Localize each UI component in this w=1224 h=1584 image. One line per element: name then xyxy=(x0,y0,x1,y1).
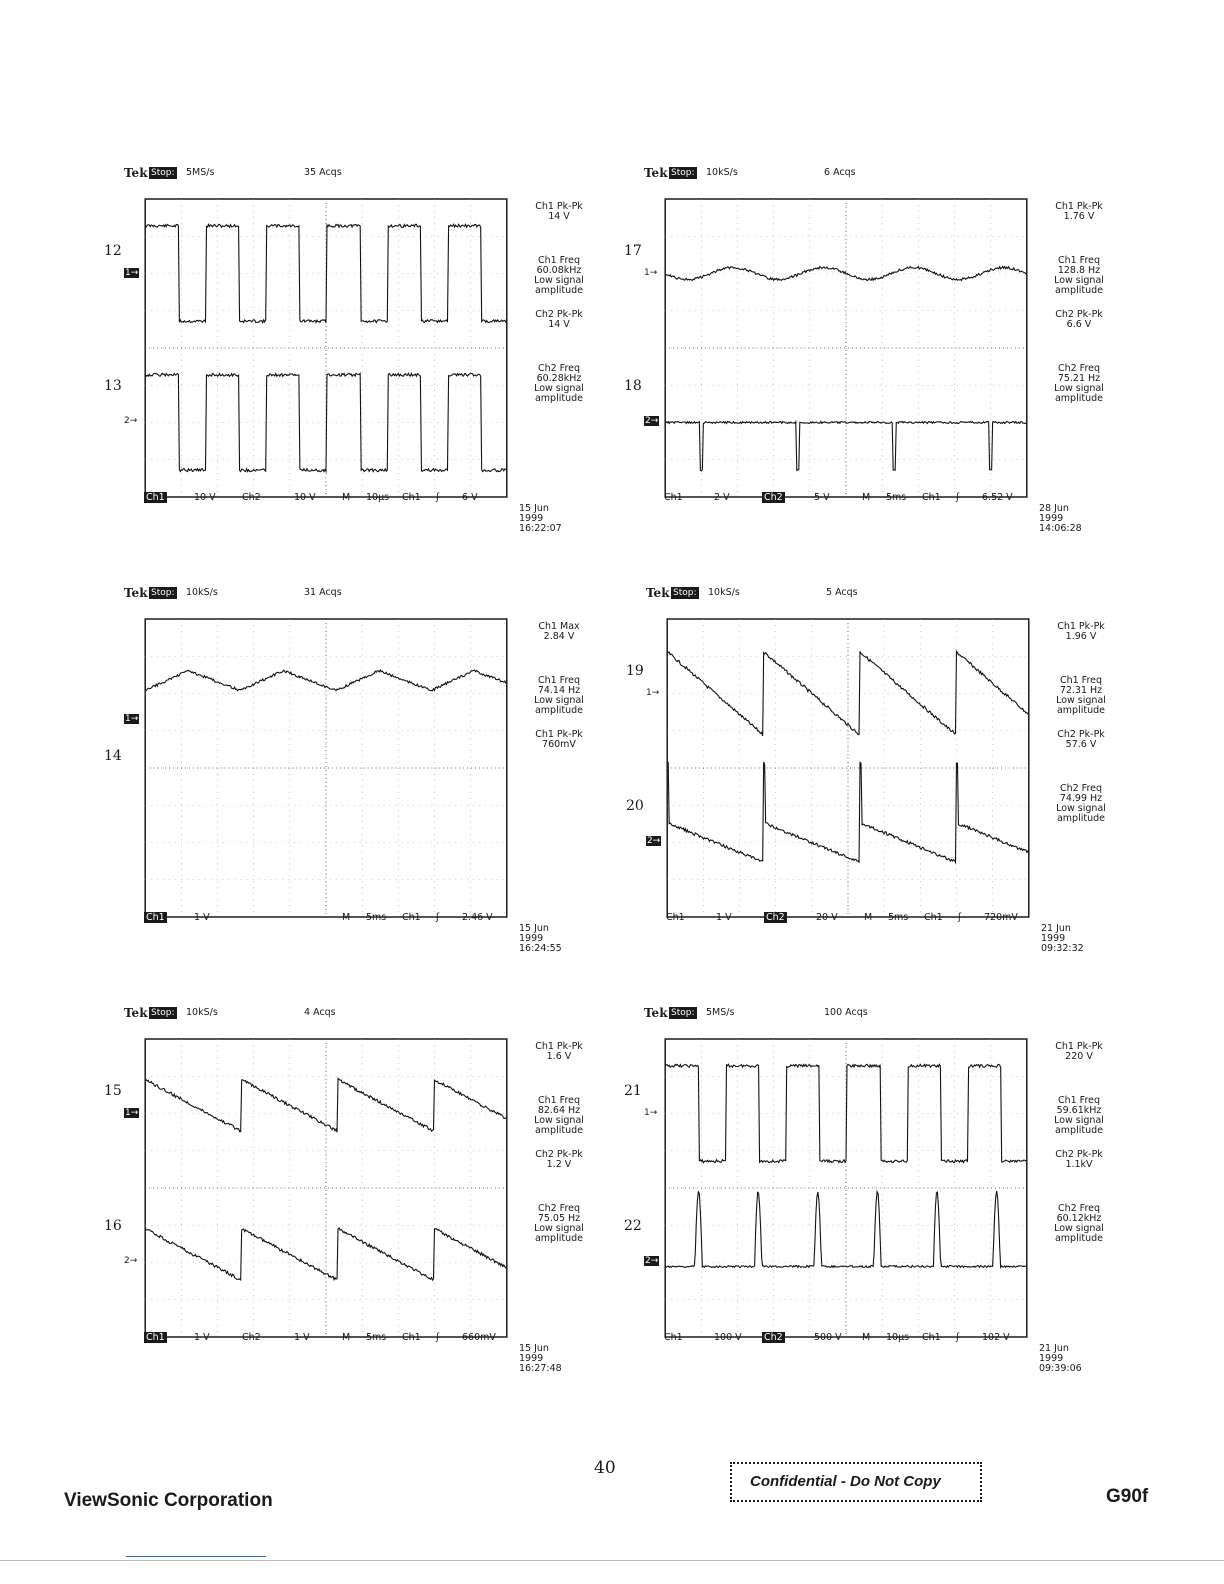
setting-item: 5ms xyxy=(888,912,909,923)
measurement-line: Ch2 Freq xyxy=(537,363,581,374)
stop-badge: Stop: xyxy=(151,1008,175,1018)
measurement-line: Low signal xyxy=(1056,803,1106,814)
sample-rate: 10kS/s xyxy=(706,167,738,178)
setting-item: 10µs xyxy=(886,1332,910,1343)
setting-item: 660mV xyxy=(462,1332,496,1343)
ch1-marker: 1→ xyxy=(644,1108,658,1118)
setting-item: M xyxy=(862,1332,871,1343)
time-text: 16:22:07 xyxy=(519,523,562,534)
measurement-line: amplitude xyxy=(1054,285,1103,296)
setting-item: Ch1 xyxy=(146,912,165,923)
measurement-line: Ch2 Pk-Pk xyxy=(1055,1149,1103,1160)
measurement-line: Ch1 Pk-Pk xyxy=(535,1041,583,1052)
figure-number: 20 xyxy=(626,798,644,814)
measurement-line: amplitude xyxy=(1056,705,1105,716)
confidential-box xyxy=(730,1462,982,1502)
setting-item: Ch2 xyxy=(766,912,785,923)
stop-badge: Stop: xyxy=(671,168,695,178)
scope-graticule xyxy=(144,198,508,498)
measurement-line: Ch2 Pk-Pk xyxy=(1057,729,1105,740)
setting-item: Ch1 xyxy=(924,912,943,923)
measurements xyxy=(1041,622,1121,922)
setting-item: Ch2 xyxy=(764,1332,783,1343)
measurement-line: Low signal xyxy=(534,1223,584,1234)
scope-settings xyxy=(144,492,508,506)
time-text: 14:06:28 xyxy=(1039,523,1082,534)
scope-settings xyxy=(144,912,508,926)
measurement-line: Ch1 Freq xyxy=(537,675,581,686)
measurement-line: 14 V xyxy=(548,319,570,330)
sample-rate: 10kS/s xyxy=(186,587,218,598)
stop-badge: Stop: xyxy=(671,1008,695,1018)
setting-item: Ch1 xyxy=(666,912,685,923)
time-text: 16:24:55 xyxy=(519,943,562,954)
measurements xyxy=(1039,1042,1119,1342)
setting-item: ʃ xyxy=(958,912,962,923)
setting-item: ʃ xyxy=(436,492,440,503)
figure-number: 18 xyxy=(624,378,642,394)
scope-header xyxy=(124,1006,524,1034)
measurement-line: Low signal xyxy=(534,383,584,394)
measurement-line: 75.05 Hz xyxy=(537,1213,581,1224)
measurement-line: amplitude xyxy=(534,1125,583,1136)
figure-number: 14 xyxy=(104,748,122,764)
figure-number: 21 xyxy=(624,1083,642,1099)
measurement-line: Low signal xyxy=(534,275,584,286)
setting-item: M xyxy=(342,912,351,923)
measurement-line: Low signal xyxy=(534,695,584,706)
setting-item: Ch1 xyxy=(922,492,941,503)
model-name: G90f xyxy=(1106,1486,1149,1507)
acquisitions: 35 Acqs xyxy=(304,167,342,178)
setting-item: Ch2 xyxy=(764,492,783,503)
setting-item: Ch2 xyxy=(242,492,261,503)
measurement-line: Ch1 Freq xyxy=(537,255,581,266)
sample-rate: 10kS/s xyxy=(708,587,740,598)
figure-number: 16 xyxy=(104,1218,122,1234)
setting-item: 10 V xyxy=(194,492,216,503)
setting-item: Ch1 xyxy=(402,1332,421,1343)
measurement-line: amplitude xyxy=(534,1233,583,1244)
tek-logo: Tek xyxy=(646,586,670,600)
setting-item: 1 V xyxy=(194,1332,210,1343)
setting-item: M xyxy=(342,1332,351,1343)
measurement-line: Ch2 Pk-Pk xyxy=(535,309,583,320)
measurement-line: 1.96 V xyxy=(1065,631,1097,642)
ch1-marker: 1→ xyxy=(125,1108,139,1118)
measurement-line: 75.21 Hz xyxy=(1057,373,1101,384)
date-text: 15 Jun 1999 xyxy=(519,1343,549,1364)
acquisitions: 4 Acqs xyxy=(304,1007,336,1018)
setting-item: 6.52 V xyxy=(982,492,1013,503)
setting-item: 5ms xyxy=(886,492,907,503)
setting-item: Ch1 xyxy=(664,1332,683,1343)
setting-item: M xyxy=(864,912,873,923)
time-text: 09:39:06 xyxy=(1039,1363,1082,1374)
capture-date xyxy=(1039,1344,1082,1374)
measurement-line: Ch2 Freq xyxy=(537,1203,581,1214)
measurement-line: Ch1 Freq xyxy=(1057,255,1101,266)
setting-item: 2.46 V xyxy=(462,912,493,923)
measurement-line: 74.14 Hz xyxy=(537,685,581,696)
ch2-marker: 2→ xyxy=(645,416,659,426)
measurements xyxy=(1039,202,1119,502)
setting-item: 2 V xyxy=(714,492,730,503)
setting-item: 100 V xyxy=(714,1332,742,1343)
acquisitions: 100 Acqs xyxy=(824,1007,868,1018)
scope-settings xyxy=(666,912,1030,926)
company-name: ViewSonic Corporation xyxy=(64,1490,273,1511)
measurement-line: Ch2 Freq xyxy=(1057,363,1101,374)
measurement-line: Low signal xyxy=(1054,383,1104,394)
setting-item: Ch1 xyxy=(146,1332,165,1343)
measurement-line: Low signal xyxy=(1056,695,1106,706)
setting-item: 1 V xyxy=(194,912,210,923)
measurement-line: amplitude xyxy=(534,705,583,716)
time-text: 09:32:32 xyxy=(1041,943,1084,954)
stop-badge: Stop: xyxy=(151,588,175,598)
measurement-line: 60.12kHz xyxy=(1056,1213,1102,1224)
setting-item: 10µs xyxy=(366,492,390,503)
measurement-line: 1.1kV xyxy=(1065,1159,1093,1170)
measurement-line: 128.8 Hz xyxy=(1057,265,1101,276)
measurement-line: 60.08kHz xyxy=(536,265,582,276)
measurement-line: 6.6 V xyxy=(1066,319,1092,330)
setting-item: Ch1 xyxy=(922,1332,941,1343)
capture-date xyxy=(1039,504,1082,534)
measurement-line: amplitude xyxy=(1054,1125,1103,1136)
scope-graticule xyxy=(664,198,1028,498)
ch1-marker: 1→ xyxy=(646,688,660,698)
measurement-line: Ch1 Freq xyxy=(1057,1095,1101,1106)
scope-header xyxy=(644,1006,1044,1034)
measurement-line: 57.6 V xyxy=(1065,739,1097,750)
stop-badge: Stop: xyxy=(151,168,175,178)
acquisitions: 6 Acqs xyxy=(824,167,856,178)
scope-header xyxy=(646,586,1046,614)
measurement-line: Low signal xyxy=(534,1115,584,1126)
scope-graticule xyxy=(144,1038,508,1338)
measurement-line: Ch2 Pk-Pk xyxy=(535,1149,583,1160)
measurement-line: 60.28kHz xyxy=(536,373,582,384)
footer-rule xyxy=(0,1560,1224,1561)
setting-item: Ch1 xyxy=(402,492,421,503)
measurements xyxy=(519,202,599,502)
measurement-line: Ch1 Pk-Pk xyxy=(535,729,583,740)
setting-item: 102 V xyxy=(982,1332,1010,1343)
scope-header xyxy=(124,586,524,614)
acquisitions: 31 Acqs xyxy=(304,587,342,598)
capture-date xyxy=(1041,924,1084,954)
scope-header xyxy=(124,166,524,194)
measurement-line: 82.64 Hz xyxy=(537,1105,581,1116)
figure-number: 13 xyxy=(104,378,122,394)
setting-item: ʃ xyxy=(956,1332,960,1343)
measurements xyxy=(519,622,599,922)
measurement-line: Ch1 Pk-Pk xyxy=(1055,201,1103,212)
scope-graticule xyxy=(144,618,508,918)
tek-logo: Tek xyxy=(644,1006,668,1020)
time-text: 16:27:48 xyxy=(519,1363,562,1374)
figure-number: 12 xyxy=(104,243,122,259)
measurement-line: amplitude xyxy=(534,393,583,404)
setting-item: Ch2 xyxy=(242,1332,261,1343)
ch1-marker: 1→ xyxy=(125,268,139,278)
date-text: 21 Jun 1999 xyxy=(1039,1343,1069,1364)
measurement-line: Ch1 Freq xyxy=(537,1095,581,1106)
measurement-line: Ch1 Pk-Pk xyxy=(535,201,583,212)
measurement-line: amplitude xyxy=(534,285,583,296)
stop-badge: Stop: xyxy=(673,588,697,598)
setting-item: ʃ xyxy=(436,912,440,923)
setting-item: 720mV xyxy=(984,912,1018,923)
measurement-line: 760mV xyxy=(542,739,576,750)
ch2-marker: 2→ xyxy=(647,836,661,846)
scope-settings xyxy=(664,1332,1028,1346)
sample-rate: 5MS/s xyxy=(186,167,215,178)
measurements xyxy=(519,1042,599,1342)
scope-header xyxy=(644,166,1044,194)
tek-logo: Tek xyxy=(644,166,668,180)
ch2-marker: 2→ xyxy=(124,1256,138,1266)
tek-logo: Tek xyxy=(124,586,148,600)
setting-item: ʃ xyxy=(436,1332,440,1343)
capture-date xyxy=(519,924,562,954)
measurement-line: Low signal xyxy=(1054,1115,1104,1126)
measurement-line: Ch2 Freq xyxy=(1057,1203,1101,1214)
setting-item: ʃ xyxy=(956,492,960,503)
capture-date xyxy=(519,504,562,534)
tek-logo: Tek xyxy=(124,166,148,180)
setting-item: 20 V xyxy=(816,912,838,923)
setting-item: Ch1 xyxy=(664,492,683,503)
setting-item: 1 V xyxy=(294,1332,310,1343)
measurement-line: amplitude xyxy=(1054,1233,1103,1244)
measurement-line: 1.2 V xyxy=(546,1159,572,1170)
measurement-line: 72.31 Hz xyxy=(1059,685,1103,696)
setting-item: Ch1 xyxy=(146,492,165,503)
date-text: 21 Jun 1999 xyxy=(1041,923,1071,944)
ch2-marker: 2→ xyxy=(645,1256,659,1266)
setting-item: 6 V xyxy=(462,492,478,503)
ch1-marker: 1→ xyxy=(125,714,139,724)
confidential-text: Confidential - Do Not Copy xyxy=(750,1473,941,1490)
measurement-line: 1.76 V xyxy=(1063,211,1095,222)
figure-number: 19 xyxy=(626,663,644,679)
date-text: 28 Jun 1999 xyxy=(1039,503,1069,524)
setting-item: 1 V xyxy=(716,912,732,923)
footer-rule-accent xyxy=(126,1556,266,1557)
capture-date xyxy=(519,1344,562,1374)
tek-logo: Tek xyxy=(124,1006,148,1020)
measurement-line: 1.6 V xyxy=(546,1051,572,1062)
figure-number: 22 xyxy=(624,1218,642,1234)
setting-item: 10 V xyxy=(294,492,316,503)
measurement-line: Ch2 Pk-Pk xyxy=(1055,309,1103,320)
setting-item: M xyxy=(342,492,351,503)
setting-item: 5ms xyxy=(366,1332,387,1343)
measurement-line: 59.61kHz xyxy=(1056,1105,1102,1116)
figure-number: 17 xyxy=(624,243,642,259)
measurement-line: 2.84 V xyxy=(543,631,575,642)
measurement-line: Ch2 Freq xyxy=(1059,783,1103,794)
scope-graticule xyxy=(664,1038,1028,1338)
ch2-marker: 2→ xyxy=(124,416,138,426)
acquisitions: 5 Acqs xyxy=(826,587,858,598)
figure-number: 15 xyxy=(104,1083,122,1099)
scope-settings xyxy=(664,492,1028,506)
setting-item: 500 V xyxy=(814,1332,842,1343)
measurement-line: Ch1 Pk-Pk xyxy=(1055,1041,1103,1052)
measurement-line: 74.99 Hz xyxy=(1059,793,1103,804)
scope-graticule xyxy=(666,618,1030,918)
scope-settings xyxy=(144,1332,508,1346)
measurement-line: Low signal xyxy=(1054,1223,1104,1234)
measurement-line: 14 V xyxy=(548,211,570,222)
measurement-line: amplitude xyxy=(1054,393,1103,404)
measurement-line: Ch1 Pk-Pk xyxy=(1057,621,1105,632)
date-text: 15 Jun 1999 xyxy=(519,503,549,524)
setting-item: 5 V xyxy=(814,492,830,503)
measurement-line: Ch1 Freq xyxy=(1059,675,1103,686)
sample-rate: 10kS/s xyxy=(186,1007,218,1018)
setting-item: 5ms xyxy=(366,912,387,923)
measurement-line: Low signal xyxy=(1054,275,1104,286)
measurement-line: Ch1 Max xyxy=(538,621,580,632)
measurement-line: 220 V xyxy=(1065,1051,1093,1062)
sample-rate: 5MS/s xyxy=(706,1007,735,1018)
setting-item: M xyxy=(862,492,871,503)
measurement-line: amplitude xyxy=(1056,813,1105,824)
page-number: 40 xyxy=(594,1458,616,1478)
date-text: 15 Jun 1999 xyxy=(519,923,549,944)
ch1-marker: 1→ xyxy=(644,268,658,278)
setting-item: Ch1 xyxy=(402,912,421,923)
